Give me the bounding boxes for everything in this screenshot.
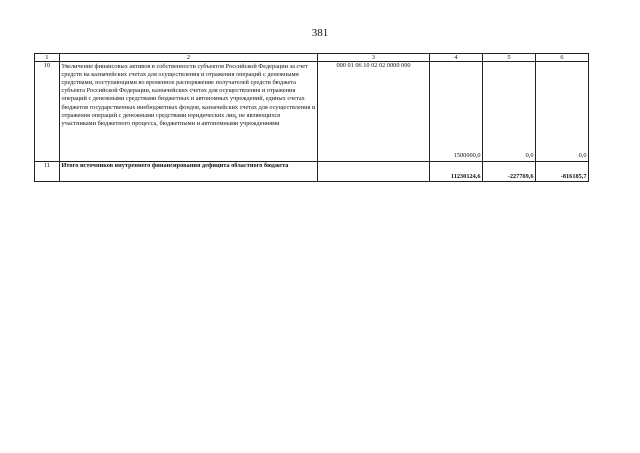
column-header-6: 6 <box>536 54 589 62</box>
budget-classification-code: 000 01 06 10 02 02 0000 000 <box>318 62 430 162</box>
value-col-5: 0,0 <box>483 62 536 162</box>
value-col-4: 1500000,0 <box>430 62 483 162</box>
budget-classification-code <box>318 161 430 182</box>
row-description: Увеличение финансовых активов в собственности субъектов Российской Федерации за счет средств на казначейских счетах для осуществления и отражения операций с денежными средствами, поступающими во временное распоряжение получателей средств бюджета субъекта Российской Федерации, казначейских счетах для осуществления и отражения операций с денежными средствами бюджетных и автономных учреждений, единых счетах бюджетов государственных внебюджетных фондов, казначейских счетах для осуществления и отражения операций с денежными средствами юридических лиц, не являющихся участниками бюджетного процесса, бюджетными и автономными учреждениями <box>60 62 318 162</box>
column-header-4: 4 <box>430 54 483 62</box>
row-description: Итого источников внутреннего финансирования дефицита областного бюджета <box>60 161 318 182</box>
value-col-6: 0,0 <box>536 62 589 162</box>
column-header-2: 2 <box>60 54 318 62</box>
value-col-6: -816185,7 <box>536 161 589 182</box>
page-number: 381 <box>311 27 329 39</box>
row-number: 11 <box>35 161 60 182</box>
value-col-4: 11230124,6 <box>430 161 483 182</box>
column-header-5: 5 <box>483 54 536 62</box>
table-row <box>35 62 589 162</box>
column-header-3: 3 <box>318 54 430 62</box>
row-number: 10 <box>35 62 60 162</box>
column-header-1: 1 <box>35 54 60 62</box>
table-row-total <box>35 161 589 182</box>
table-header-row <box>35 54 589 62</box>
financing-sources-table <box>34 53 589 182</box>
value-col-5: -227769,6 <box>483 161 536 182</box>
